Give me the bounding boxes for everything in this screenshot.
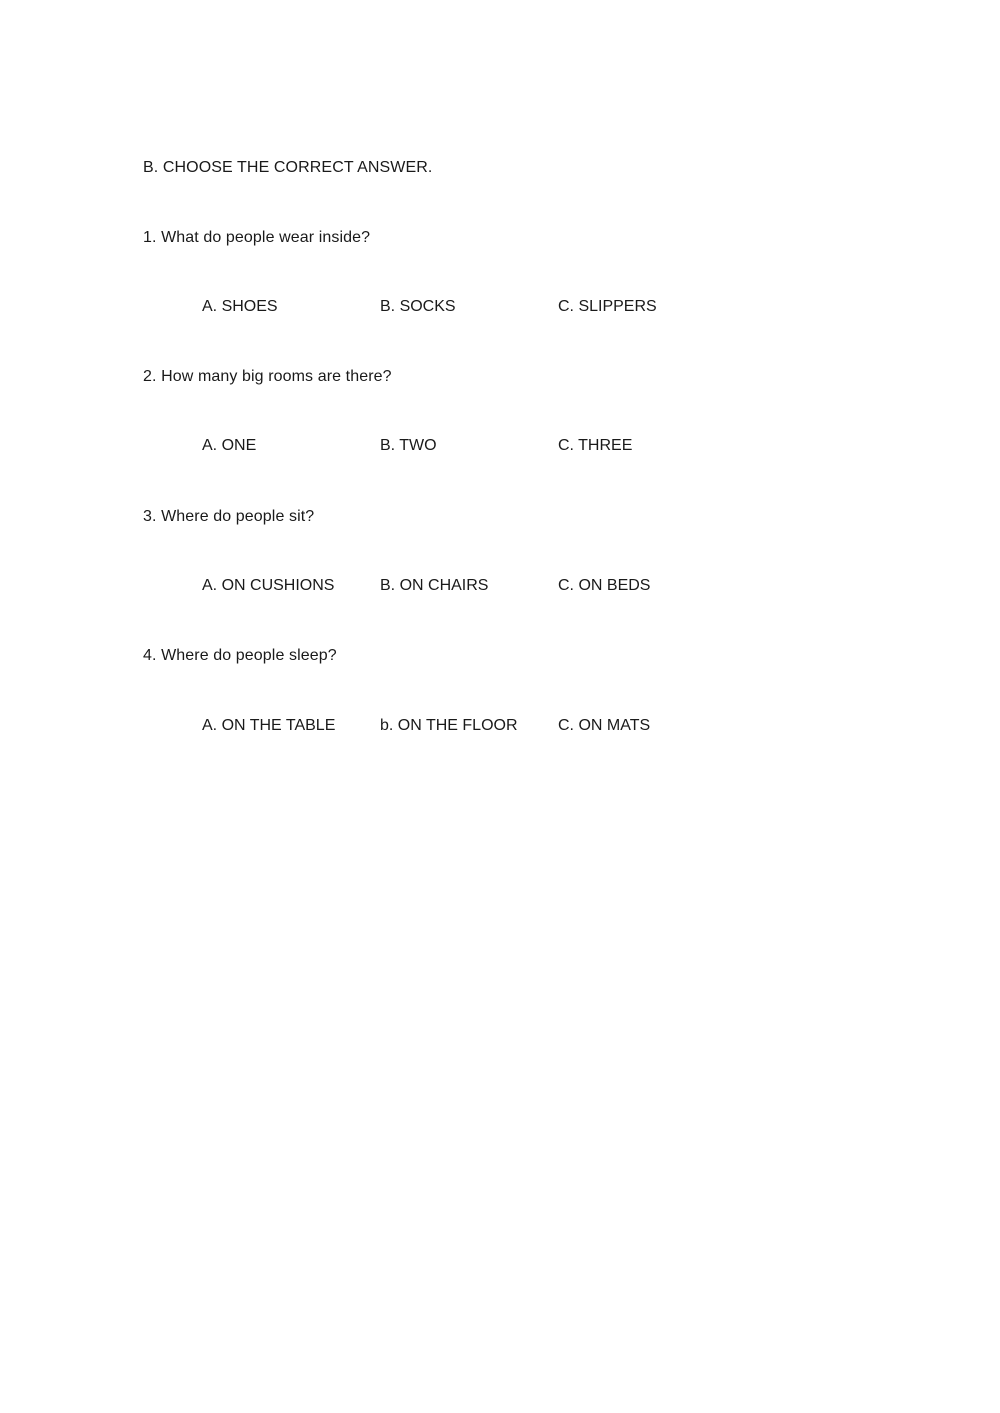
question-4-options: [202, 716, 722, 736]
question-3-option-a: A. ON CUSHIONS: [202, 577, 335, 594]
question-4-option-c: C. ON MATS: [558, 717, 651, 734]
question-3-option-c: C. ON BEDS: [558, 577, 651, 594]
question-1-option-b: B. SOCKS: [380, 298, 456, 315]
question-3-prompt: 3. Where do people sit?: [143, 508, 315, 525]
question-2-prompt: 2. How many big rooms are there?: [143, 368, 392, 385]
question-4-option-b: b. ON THE FLOOR: [380, 717, 518, 734]
section-heading: B. CHOOSE THE CORRECT ANSWER.: [143, 159, 433, 176]
question-2-options: [202, 436, 722, 456]
question-3-option-b: B. ON CHAIRS: [380, 577, 489, 594]
question-1-prompt: 1. What do people wear inside?: [143, 229, 371, 246]
question-2-option-a: A. ONE: [202, 437, 257, 454]
question-2-option-b: B. TWO: [380, 437, 437, 454]
question-4-option-a: A. ON THE TABLE: [202, 717, 336, 734]
question-1-option-c: C. SLIPPERS: [558, 298, 657, 315]
question-1-option-a: A. SHOES: [202, 298, 278, 315]
question-3-options: [202, 576, 722, 596]
question-2-option-c: C. THREE: [558, 437, 633, 454]
question-4-prompt: 4. Where do people sleep?: [143, 647, 337, 664]
question-1-options: [202, 297, 722, 317]
